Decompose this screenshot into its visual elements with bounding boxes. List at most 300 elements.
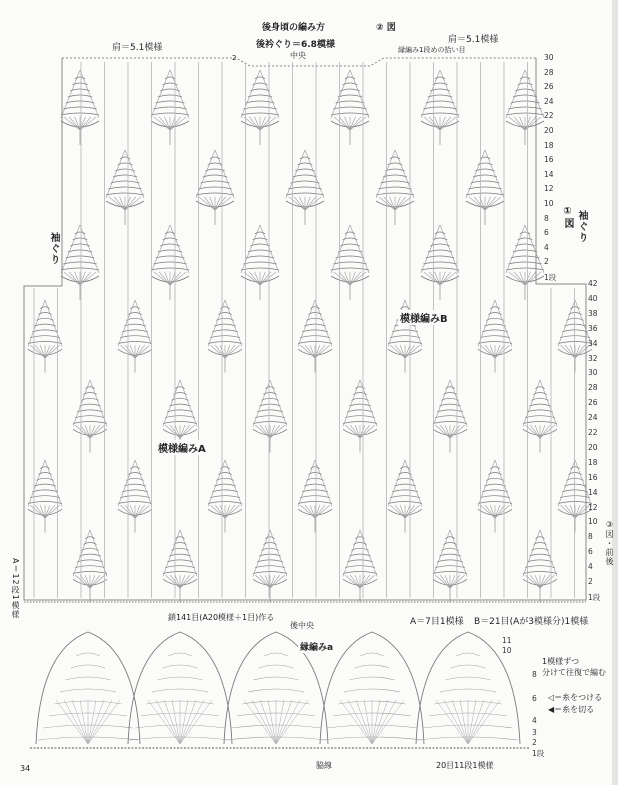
motif-fan-stitch [225,505,235,518]
motif-side [350,70,369,118]
motif-row [61,113,99,115]
edging-row-number: 2 [532,738,537,747]
motif-row [113,175,137,177]
motif-side [485,150,504,198]
motif-row [259,554,281,556]
motif-side [151,70,170,118]
motif-row [475,169,495,171]
motif-side [506,70,525,118]
motif-row [66,101,95,103]
motif-row [345,416,375,418]
motif-row [388,342,422,344]
row-number: 10 [588,517,598,527]
motif-row [302,490,328,492]
armhole-left-label: 袖ぐり [48,232,59,265]
motif-row [437,560,463,562]
motif-row [243,262,276,264]
motif-row [241,268,279,270]
motif-fan-stitch [429,272,440,285]
motif-row [336,101,365,103]
motif-side [558,300,575,346]
b-repeat-label: B＝21目(Aが3模様分)1模様 [474,617,589,627]
scallop-row [457,653,480,656]
motif-fan-stitch [429,117,440,130]
motif-row [34,484,56,486]
motif-row [30,496,60,498]
motif-fan-stitch [125,197,136,210]
motif-row [120,336,150,338]
motif-side [450,380,467,426]
pineapple-motif [208,300,242,373]
motif-side [253,380,270,426]
motif-row [28,342,62,344]
motif-fan-stitch [395,505,405,518]
motif-fan-stitch [80,425,90,438]
motif-row [480,496,510,498]
row-number: 12 [544,184,554,194]
row-number: 18 [588,457,598,467]
row-number: 6 [544,228,549,238]
motif-side [450,530,467,576]
motif-row [261,398,278,400]
motif-side [523,380,540,426]
pineapple-motif [478,300,512,373]
motif-row [304,484,326,486]
pineapple-motif [506,70,544,145]
motif-row [158,250,182,252]
foundation-label: 鎖141目(A20模様＋1目)作る [168,613,275,622]
motif-side [495,460,512,506]
motif-row [79,404,101,406]
motif-row [79,554,101,556]
row-number: 14 [588,487,598,497]
motif-row [468,187,501,189]
scallop-row [440,689,496,692]
motif-row [160,244,180,246]
chart-lines [24,58,586,602]
motif-fan-stitch [305,505,315,518]
motif-row [70,244,90,246]
motif-row [198,187,231,189]
motif-row [513,95,537,97]
motif-side [208,460,225,506]
motif-fan-stitch [45,345,55,358]
motif-row [122,330,148,332]
row-number: 36 [588,323,598,333]
row-number: 20 [544,126,554,135]
pineapple-motifs [28,67,592,603]
edging-note-2: 分けて往復で編む [542,668,606,677]
motif-side [208,300,225,346]
motif-row [253,422,287,424]
motif-fan-stitch [530,425,540,438]
motif-row [347,560,373,562]
scallop-row [248,689,304,692]
motif-row [439,404,461,406]
motif-fan-stitch [69,272,80,285]
row-number: 10 [544,199,554,208]
motif-row [441,398,458,400]
motif-side [495,300,512,346]
motif-fan-stitch [215,345,225,358]
motif-row [255,566,285,568]
pineapple-motif [253,380,287,453]
row-number: 34 [588,338,598,348]
left-side-label: A＝12段1模様 [11,558,20,619]
motif-fan-stitch [514,117,525,130]
motif-fan-stitch [35,505,45,518]
motif-row [423,107,456,109]
scallop-row [66,677,111,680]
pineapple-motif [286,150,324,225]
motif-row [257,410,283,412]
scallop-stitch [372,700,380,744]
motif-row [484,324,506,326]
motif-row [525,566,555,568]
motif-row [437,410,463,412]
motif-row [473,175,497,177]
row-number: 8 [588,532,593,542]
motif-fan-stitch [350,272,361,285]
motif-row [392,490,418,492]
pineapple-motif [298,300,332,373]
scallop-row [169,653,192,656]
motif-row [508,262,541,264]
motif-row [151,268,189,270]
pineapple-motif [421,225,459,300]
row-number: 26 [588,398,598,408]
motif-row [75,566,105,568]
motif-side [298,300,315,346]
motif-fan-stitch [215,197,226,210]
motif-fan-stitch [180,425,190,438]
motif-row [381,181,410,183]
motif-side [343,530,360,576]
motif-row [529,404,551,406]
scallop-row [259,665,293,668]
edging-row-number: 4 [532,716,537,725]
shoulder-left-label: 肩＝5.1模様 [110,40,164,53]
pattern-b-label: 模様編みB [398,310,450,325]
motif-row [158,95,182,97]
motif-fan-stitch [485,197,496,210]
motif-fan-stitch [440,575,450,588]
row-number: 22 [544,111,554,121]
motif-row [564,484,586,486]
motif-side [260,225,279,273]
motif-row [120,496,150,498]
motif-row [527,560,553,562]
motif-row [347,410,373,412]
motif-row [255,416,285,418]
motif-row [298,342,332,344]
a-repeat-label: A＝7目1模様 [410,617,464,627]
motif-row [169,554,191,556]
motif-fan-stitch [575,505,585,518]
pineapple-motif [343,380,377,453]
motif-row [441,548,458,550]
motif-row [333,107,366,109]
motif-row [214,484,236,486]
row-number: 16 [588,472,598,482]
motif-fan-stitch [170,117,181,130]
edging-row-number: 6 [532,694,537,703]
motif-row [513,250,537,252]
motif-side [350,225,369,273]
motif-side [466,150,485,198]
motif-fan-stitch [315,345,325,358]
legend-cut: ◀＝糸を切る [548,705,595,714]
motif-fan-stitch [90,425,100,438]
motif-row [246,101,275,103]
motif-side [558,460,575,506]
motif-fan-stitch [135,345,145,358]
motif-row [253,572,287,574]
page-number: 34 [20,764,31,773]
row-number: 28 [544,67,554,77]
pineapple-motif [106,150,144,225]
motif-row [376,193,414,195]
motif-row [68,250,92,252]
motif-row [306,318,323,320]
motif-fan-stitch [204,197,215,210]
motif-side [61,70,80,118]
motif-row [478,342,512,344]
motif-row [165,566,195,568]
motif-row [124,484,146,486]
motif-fan-stitch [395,197,406,210]
motif-row [70,89,90,91]
chart-title: 後身頃の編み方 [262,23,326,33]
motif-row [261,548,278,550]
motif-fan-stitch [125,505,135,518]
motif-row [336,256,365,258]
motif-fan-stitch [170,272,181,285]
motif-row [566,478,583,480]
pineapple-motif [196,150,234,225]
motif-row [558,342,592,344]
row-number: 2 [544,257,549,267]
motif-side [376,150,395,198]
motif-row [421,268,459,270]
motif-row [523,572,557,574]
edging-row-number: 10 [502,646,512,655]
motif-side [241,70,260,118]
pineapple-motif [61,225,99,300]
motif-row [298,502,332,504]
motif-side [540,530,557,576]
motif-side [433,380,450,426]
motif-fan-stitch [350,117,361,130]
motif-fan-stitch [525,117,536,130]
row-number: 6 [588,547,593,557]
scallop-row [265,653,288,656]
motif-side [45,300,62,346]
motif-row [531,548,548,550]
motif-row [259,404,281,406]
motif-fan-stitch [360,425,370,438]
motif-side [395,150,414,198]
motif-row [118,502,152,504]
motif-row [343,422,377,424]
body-outline [24,58,586,600]
scallop-row [350,677,395,680]
pineapple-motif [241,225,279,300]
motif-fan-stitch [270,575,280,588]
motif-row [480,336,510,338]
motif-row [388,502,422,504]
motif-row [73,422,107,424]
pineapple-motif [388,460,422,533]
motif-side [315,460,332,506]
motif-side [151,225,170,273]
scallop-stitch [180,700,188,744]
scallop-row [254,677,299,680]
motif-fan-stitch [90,575,100,588]
back-center-label: 後中央 [290,621,314,630]
motif-side [118,300,135,346]
motif-fan-stitch [350,425,360,438]
motif-row [243,107,276,109]
motif-row [396,478,413,480]
scallop-row [344,689,400,692]
motif-row [28,502,62,504]
motif-row [118,342,152,344]
pineapple-motif [73,530,107,603]
motif-side [315,300,332,346]
motif-row [426,101,455,103]
motif-side [298,460,315,506]
motif-side [135,460,152,506]
motif-row [153,107,186,109]
motif-fan-stitch [540,425,550,438]
motif-fan-stitch [339,117,350,130]
motif-row [246,256,275,258]
motif-side [215,150,234,198]
motif-row [428,250,452,252]
motif-fan-stitch [450,425,460,438]
shoulder-right-label: 肩＝5.1模様 [446,32,500,45]
pineapple-motif [61,70,99,145]
motif-row [560,496,590,498]
motif-row [333,262,366,264]
motif-fan-stitch [474,197,485,210]
motif-side [331,225,350,273]
motif-row [196,193,234,195]
row-number: 38 [588,308,598,318]
motif-side [170,70,189,118]
motif-row [558,502,592,504]
motif-row [106,193,144,195]
motif-row [435,416,465,418]
figure-3-label: ③図・前後 [605,520,614,566]
row-number: 14 [544,169,554,179]
motif-row [250,244,270,246]
motif-row [378,187,411,189]
pineapple-motif [298,460,332,533]
motif-fan-stitch [315,505,325,518]
motif-row [340,89,360,91]
motif-fan-stitch [159,117,170,130]
motif-fan-stitch [260,575,270,588]
motif-fan-stitch [180,575,190,588]
motif-row [484,484,506,486]
side-seam-label: 脇線 [316,761,332,770]
motif-row [167,410,193,412]
pineapple-motif [208,460,242,533]
motif-fan-stitch [270,425,280,438]
motif-fan-stitch [69,117,80,130]
motif-fan-stitch [249,272,260,285]
legend-attach: ◁＝糸をつける [548,693,603,702]
motif-fan-stitch [514,272,525,285]
motif-side [260,70,279,118]
motif-row [421,113,459,115]
pineapple-motif [241,70,279,145]
scallop-row [71,665,105,668]
edging-row-number: 3 [532,728,537,737]
edging-scallop [36,632,140,744]
scallop-row [158,677,203,680]
motif-row [208,342,242,344]
motif-row [153,262,186,264]
mark-2: 2 [232,54,237,62]
pineapple-motif [28,300,62,373]
motif-side [73,530,90,576]
motif-side [286,150,305,198]
motif-row [32,330,58,332]
motif-row [171,548,188,550]
motif-row [126,318,143,320]
motif-side [440,70,459,118]
motif-side [360,530,377,576]
edging-row-number: 8 [532,670,537,679]
row-number: 22 [588,428,598,438]
motif-row [390,496,420,498]
scallop-row [451,665,485,668]
motif-row [515,244,535,246]
motif-row [345,566,375,568]
pineapple-motif [28,460,62,533]
pineapple-motif [151,70,189,145]
motif-fan-stitch [450,575,460,588]
motif-side [45,460,62,506]
motif-row [562,330,588,332]
motif-row [165,416,195,418]
motif-row [471,181,500,183]
motif-fan-stitch [495,345,505,358]
motif-row [390,336,420,338]
pineapple-motif [506,225,544,300]
motif-fan-stitch [525,272,536,285]
edging-scallop [128,632,232,744]
motif-row [564,324,586,326]
motif-row [349,404,371,406]
motif-side [163,530,180,576]
motif-row [466,193,504,195]
row-number: 26 [544,82,554,92]
row-number: 18 [544,140,554,150]
motif-row [293,175,317,177]
motif-side [73,380,90,426]
scallop-row [152,689,208,692]
row-number: 42 [588,279,598,288]
pineapple-motif [118,460,152,533]
pattern-a-label: 模様編みA [156,440,208,455]
edging-row-number: 1段 [532,749,545,758]
motif-row [156,256,185,258]
motif-row [81,398,98,400]
